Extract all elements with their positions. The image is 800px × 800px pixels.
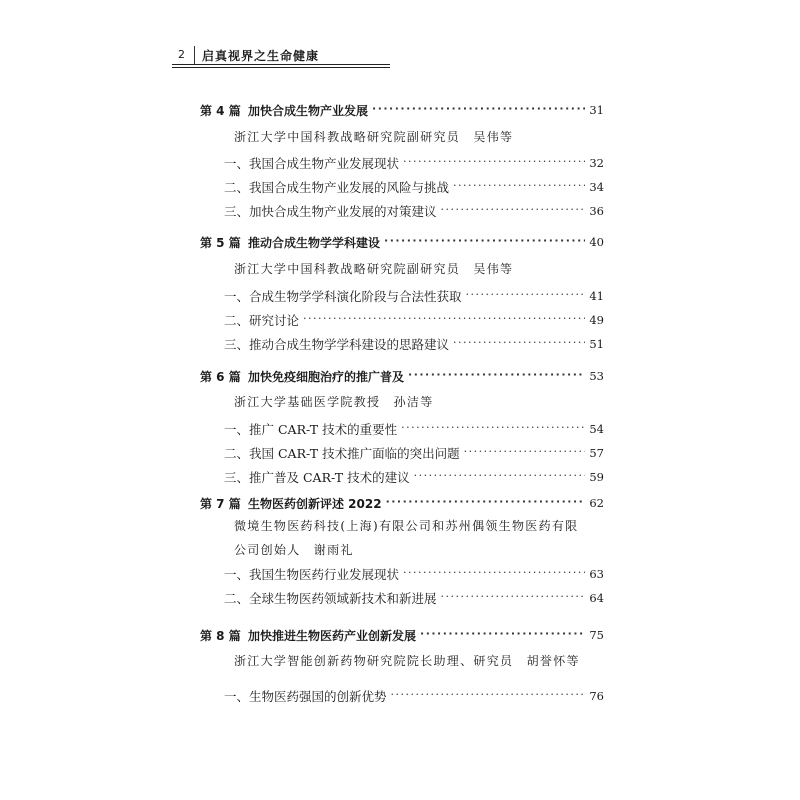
section-title: 一、我国合成生物产业发展现状 <box>224 156 400 171</box>
page-ref: 51 <box>589 337 604 351</box>
page-ref: 76 <box>589 689 604 703</box>
dot-leader <box>401 422 585 433</box>
section-entry[interactable] <box>224 564 604 584</box>
section-entry[interactable] <box>224 177 604 197</box>
section-title: 一、合成生物学学科演化阶段与合法性获取 <box>224 289 462 304</box>
section-entry[interactable] <box>224 310 604 330</box>
book-title: 启真视界之生命健康 <box>202 49 320 63</box>
chapter-number: 第 7 篇 <box>200 496 241 511</box>
page-ref: 53 <box>589 369 604 383</box>
chapter-number: 第 8 篇 <box>200 628 241 643</box>
page-number: 2 <box>178 48 185 61</box>
section-title: 一、推广 CAR-T 技术的重要性 <box>224 422 398 437</box>
section-title: 三、推动合成生物学学科建设的思路建议 <box>224 337 450 352</box>
section-entry[interactable] <box>224 201 604 221</box>
dot-leader <box>414 470 586 481</box>
dot-leader <box>420 628 585 639</box>
page-ref: 49 <box>589 313 604 327</box>
page-ref: 64 <box>589 591 604 605</box>
section-title: 三、加快合成生物产业发展的对策建议 <box>224 204 437 219</box>
chapter-title: 推动合成生物学学科建设 <box>248 235 381 250</box>
chapter-entry[interactable] <box>200 625 604 645</box>
chapter-entry[interactable] <box>200 366 604 386</box>
section-entry[interactable] <box>224 686 604 706</box>
dot-leader <box>464 446 586 457</box>
dot-leader <box>453 337 585 348</box>
dot-leader <box>453 180 585 191</box>
section-entry[interactable] <box>224 467 604 487</box>
dot-leader <box>372 103 585 114</box>
section-entry[interactable] <box>224 153 604 173</box>
section-title: 一、我国生物医药行业发展现状 <box>224 567 400 582</box>
dot-leader <box>441 591 586 602</box>
section-title: 二、我国合成生物产业发展的风险与挑战 <box>224 180 450 195</box>
page-ref: 40 <box>589 235 604 249</box>
dot-leader <box>403 156 585 167</box>
chapter-author: 浙江大学基础医学院教授 孙洁等 <box>234 395 434 409</box>
page-ref: 36 <box>589 204 604 218</box>
page-ref: 41 <box>589 289 604 303</box>
chapter-title: 加快推进生物医药产业创新发展 <box>248 628 417 643</box>
chapter-author: 浙江大学智能创新药物研究院院长助理、研究员 胡誉怀等 <box>234 654 580 668</box>
section-entry[interactable] <box>224 443 604 463</box>
page-ref: 57 <box>589 446 604 460</box>
chapter-number: 第 5 篇 <box>200 235 241 250</box>
page-ref: 59 <box>589 470 604 484</box>
section-title: 二、研究讨论 <box>224 313 300 328</box>
chapter-title: 生物医药创新评述 2022 <box>248 496 382 511</box>
chapter-entry[interactable] <box>200 100 604 120</box>
section-entry[interactable] <box>224 419 604 439</box>
dot-leader <box>403 567 585 578</box>
section-entry[interactable] <box>224 588 604 608</box>
dot-leader <box>408 369 585 380</box>
dot-leader <box>466 289 586 300</box>
section-entry[interactable] <box>224 286 604 306</box>
page-ref: 63 <box>589 567 604 581</box>
dot-leader <box>441 204 586 215</box>
page-ref: 54 <box>589 422 604 436</box>
chapter-author: 微境生物医药科技(上海)有限公司和苏州偶领生物医药有限 <box>234 519 579 533</box>
chapter-title: 加快合成生物产业发展 <box>248 103 369 118</box>
chapter-number: 第 4 篇 <box>200 103 241 118</box>
chapter-author: 浙江大学中国科教战略研究院副研究员 吴伟等 <box>234 262 514 276</box>
dot-leader <box>386 496 586 507</box>
dot-leader <box>384 235 585 246</box>
chapter-entry[interactable] <box>200 493 604 513</box>
chapter-author: 公司创始人 谢雨礼 <box>234 543 354 557</box>
section-title: 一、生物医药强国的创新优势 <box>224 689 387 704</box>
dot-leader <box>391 689 586 700</box>
section-title: 二、全球生物医药领域新技术和新进展 <box>224 591 437 606</box>
chapter-title: 加快免疫细胞治疗的推广普及 <box>248 369 405 384</box>
page-ref: 62 <box>589 496 604 510</box>
page-ref: 31 <box>589 103 604 117</box>
chapter-author: 浙江大学中国科教战略研究院副研究员 吴伟等 <box>234 130 514 144</box>
section-title: 二、我国 CAR-T 技术推广面临的突出问题 <box>224 446 460 461</box>
chapter-number: 第 6 篇 <box>200 369 241 384</box>
dot-leader <box>303 313 585 324</box>
page-ref: 32 <box>589 156 604 170</box>
section-title: 三、推广普及 CAR-T 技术的建议 <box>224 470 410 485</box>
chapter-entry[interactable] <box>200 232 604 252</box>
page-ref: 75 <box>589 628 604 642</box>
page-ref: 34 <box>589 180 604 194</box>
section-entry[interactable] <box>224 334 604 354</box>
